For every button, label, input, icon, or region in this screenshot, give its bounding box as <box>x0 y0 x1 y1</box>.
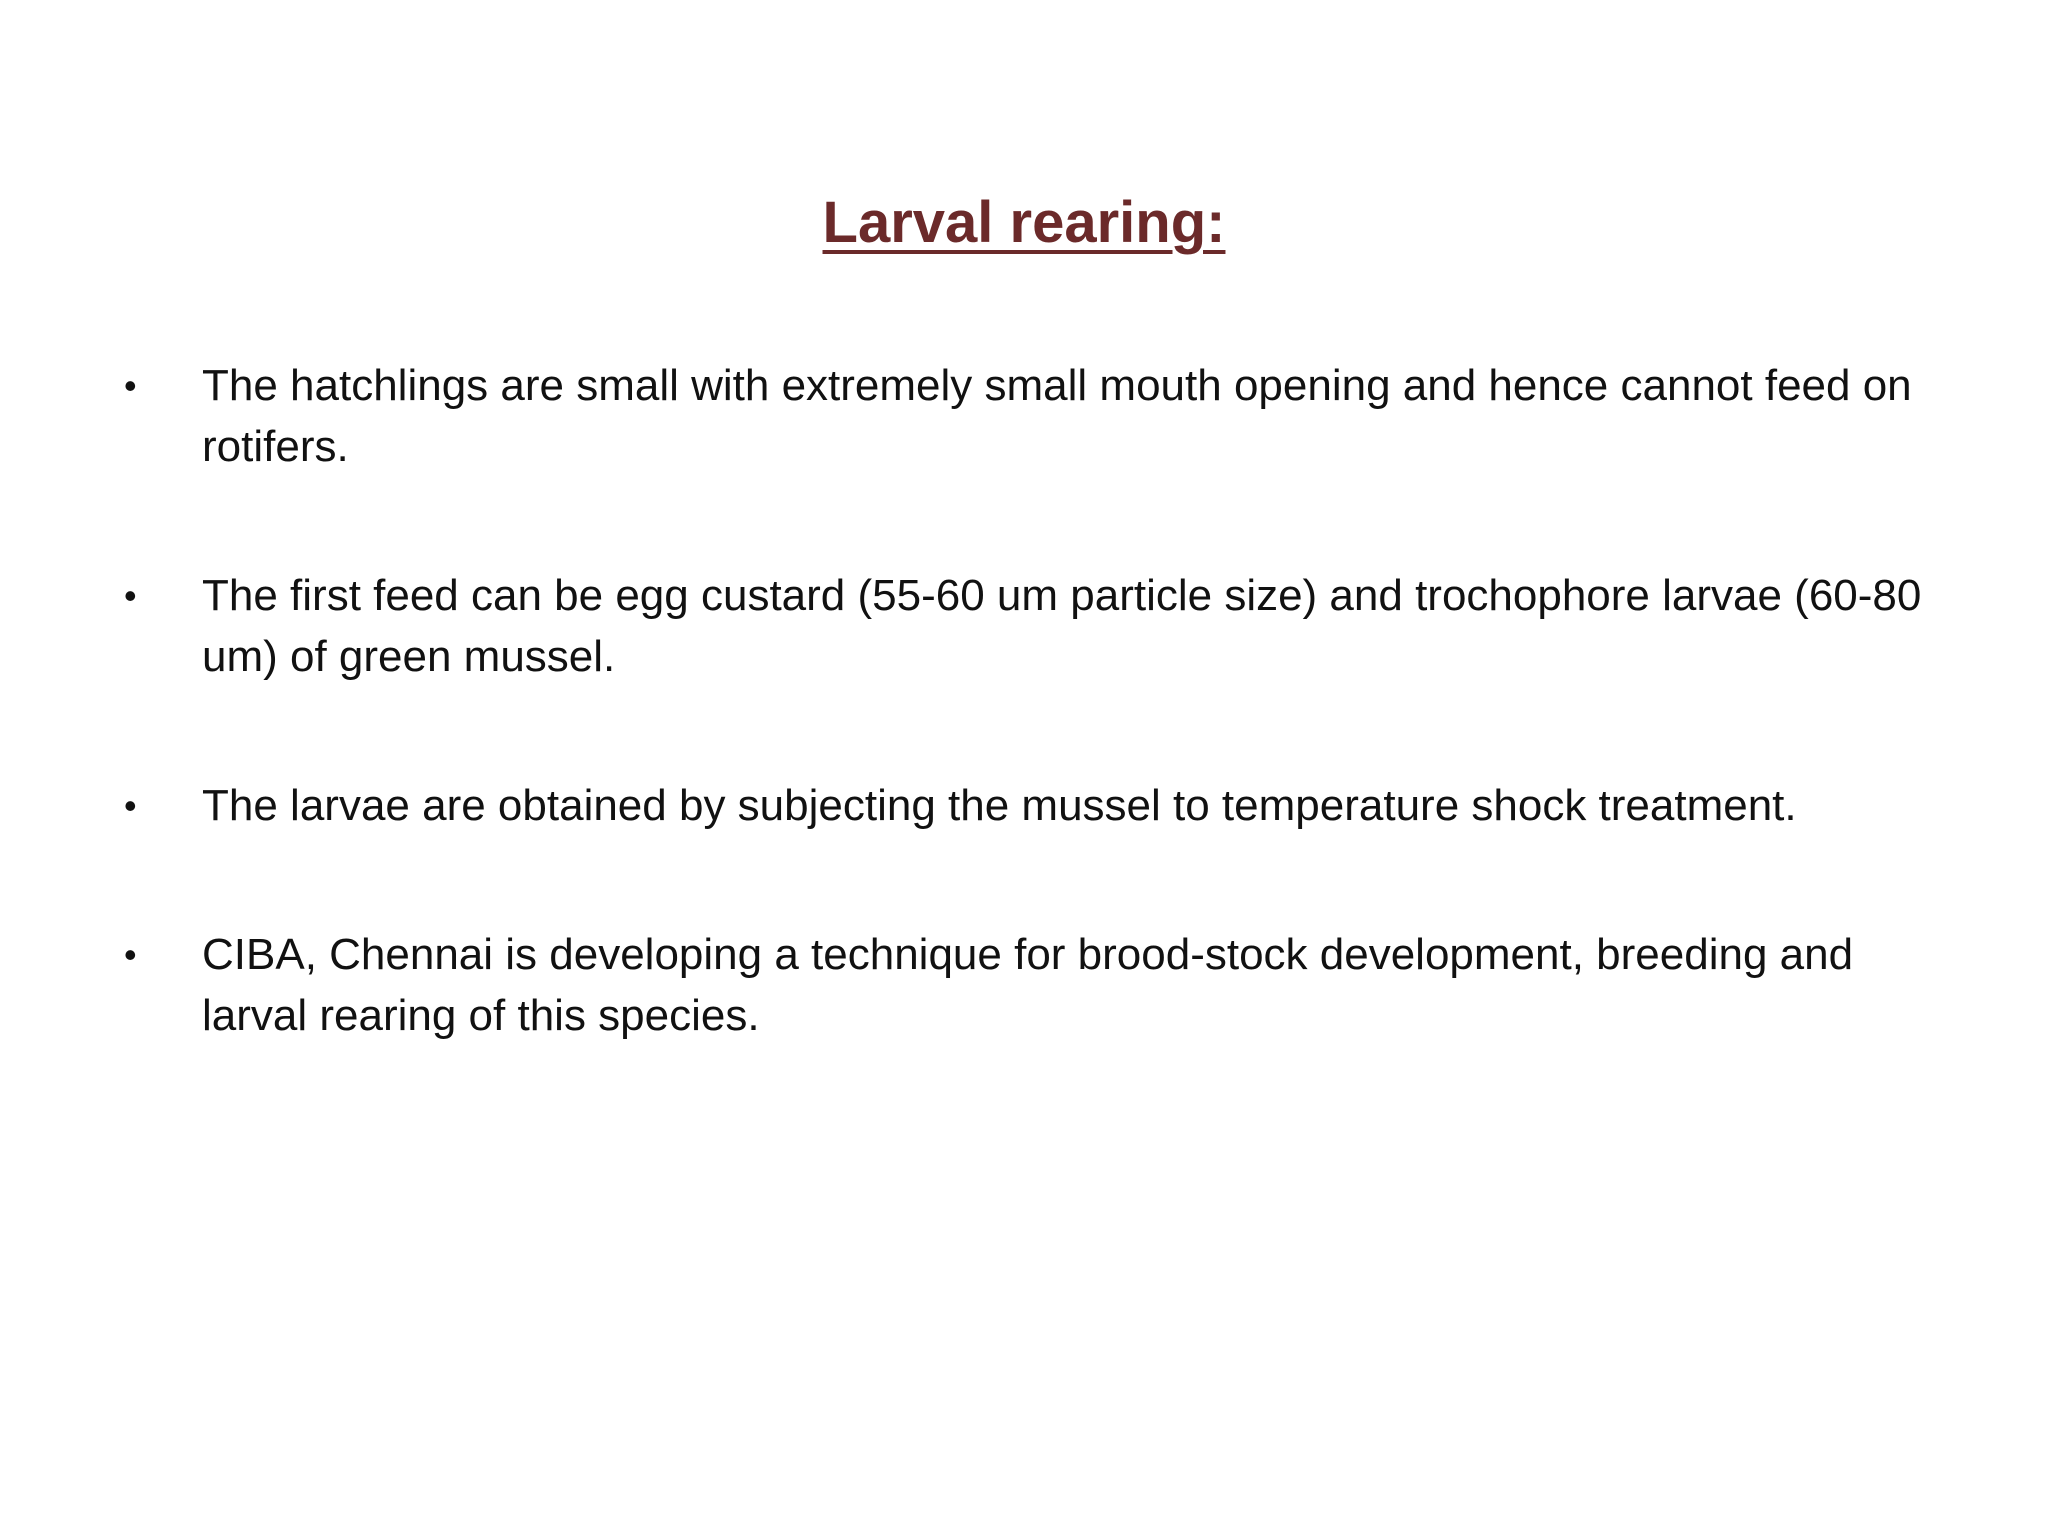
bullet-item-first-feed <box>120 565 1960 687</box>
bullet-text: The hatchlings are small with extremely small mouth opening and hence cannot feed on rotifers. <box>202 361 1912 471</box>
bullet-item-ciba <box>120 924 1960 1046</box>
slide-title: Larval rearing: <box>822 190 1226 255</box>
bullet-item-larvae-obtained <box>120 775 1960 836</box>
bullet-dot-icon: • <box>124 934 137 975</box>
bullet-text: The larvae are obtained by subjecting the mussel to temperature shock treatment. <box>202 781 1797 830</box>
bullet-dot-icon: • <box>124 575 137 616</box>
bullet-dot-icon: • <box>124 365 137 406</box>
bullet-text: CIBA, Chennai is developing a technique for brood-stock development, breeding and larval rearing of this species. <box>202 930 1854 1040</box>
bullet-text: The first feed can be egg custard (55-60 um particle size) and trochophore larvae (60-80 um) of green mussel. <box>202 571 1922 681</box>
bullet-item-hatchlings <box>120 355 1960 477</box>
bullet-list <box>120 355 1960 1134</box>
bullet-dot-icon: • <box>124 785 137 826</box>
